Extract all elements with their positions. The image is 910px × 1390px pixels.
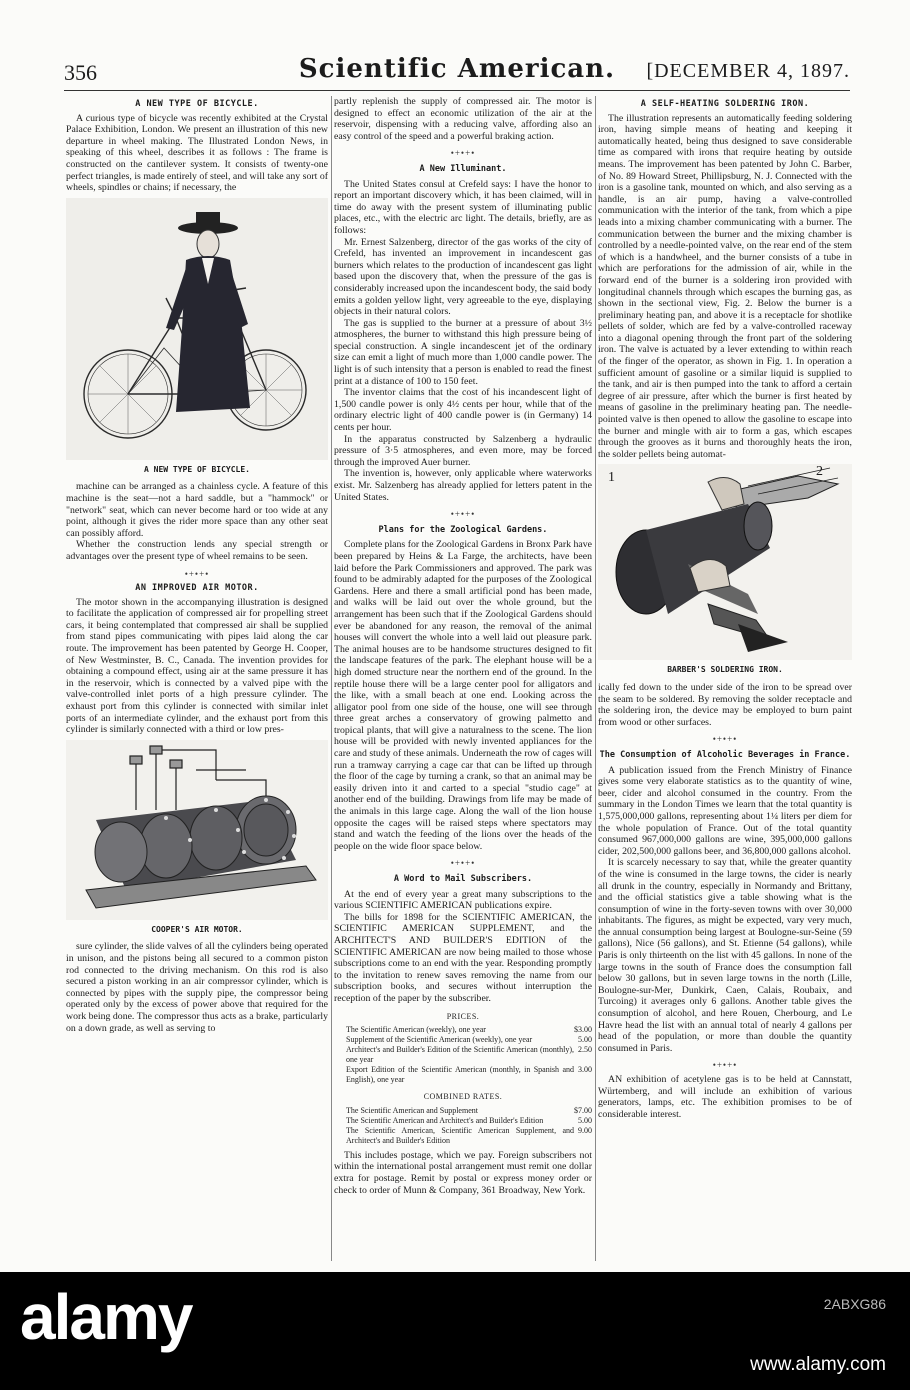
paragraph: This includes postage, which we pay. Foreign subscribers not within the international postal arrangement must remit one dollar extra for postage. Remit by postal or express money order or check to order of Munn & Company, 361 Broadway, New York. — [334, 1149, 592, 1196]
column-divider — [595, 96, 596, 1261]
article-title-zoo: Plans for the Zoological Gardens. — [378, 524, 548, 535]
article-title-illuminant: A New Illuminant. — [419, 163, 507, 174]
article-title-soldering-iron: A SELF-HEATING SOLDERING IRON. — [640, 99, 810, 109]
price-row — [334, 1126, 592, 1146]
page-number: 356 — [64, 60, 97, 85]
paragraph: sure cylinder, the slide valves of all the cylinders being operated in unison, and the pistons being all secured to a common piston rod connected to the driving mechanism. On this rod is also secured a piston working in an air compressor cylinder, which is connected by pipes with the supply pipe, the compressor being operated only by the excess of power above that required for the work being done. The compressor thus acts as a brake, particularly on a down grade, as well as serving to — [66, 941, 328, 1034]
section-ornament: •+•+• — [712, 734, 738, 745]
alamy-logo: alamy — [20, 1281, 192, 1353]
section-ornament: •+•+• — [450, 148, 476, 159]
section-ornament: •+•+• — [712, 1060, 738, 1071]
figure-caption: COOPER'S AIR MOTOR. — [151, 924, 243, 934]
article-title-air-motor: AN IMPROVED AIR MOTOR. — [135, 583, 259, 594]
paragraph: machine can be arranged as a chainless cycle. A feature of this machine is the seat—not a hard saddle, but a "hammock" or "network" seat, which can never become hard or too wide at any point, although it gives the rider more space than any other seat can possibly afford. — [66, 481, 328, 539]
price-row — [334, 1045, 592, 1065]
watermark-url: www.alamy.com — [750, 1354, 886, 1375]
price-item: Architect's and Builder's Edition of the Scientific American (monthly), one year — [346, 1045, 574, 1065]
price-item: The Scientific American and Architect's and Builder's Edition — [346, 1115, 544, 1125]
price-amount: 5.00 — [578, 1115, 592, 1125]
combined-rates-heading: COMBINED RATES. — [423, 1092, 503, 1102]
figure-label-1: 1 — [608, 470, 615, 486]
price-amount: $7.00 — [574, 1105, 592, 1115]
price-amount: $3.00 — [574, 1025, 592, 1035]
paragraph: A curious type of bicycle was recently exhibited at the Crystal Palace Exhibition, London. We present an illustration of this new departure in wheel making. The Illustrated London News, in speaking of this wheel, describes it as follows : The frame is constructed on the cantilever system. It consists of twenty-one perfect triangles, is made entirely of steel, and will take any sort of wheels, spindles or chains; if necessary, the — [66, 112, 328, 194]
prices-heading: PRICES. — [446, 1011, 480, 1021]
stock-watermark-bar — [0, 1272, 910, 1390]
article-title-mail: A Word to Mail Subscribers. — [393, 874, 533, 884]
publication-title: Scientific American. — [298, 54, 616, 84]
issue-date: [DECEMBER 4, 1897. — [646, 60, 850, 82]
paragraph: The bills for 1898 for the SCIENTIFIC AMERICAN, the SCIENTIFIC AMERICAN SUPPLEMENT, and the ARCHITECT'S AND BUILDER'S EDITION of the SCIENTIFIC AMERICAN are now being mailed to those whose subscriptions come to an end with the year. Responding promptly to the invitation to renew saves removing the name from our subscription books, and secures without interruption the reception of the paper by the subscriber. — [334, 911, 592, 1004]
prices-list — [334, 1025, 592, 1085]
section-ornament: •+•+• — [450, 858, 476, 869]
paragraph: The inventor claims that the cost of his incandescent light of 1,500 candle power is only 4½ cents per hour, while that of the ordinary electric light of 400 candle power is (in Germany) 14 cents per hour. — [334, 387, 592, 434]
paragraph: A publication issued from the French Ministry of Finance gives some very elaborate statistics as to the quantity of wine, beer, cider and alcohol consumed in the country. From the summary in the London Times we learn that the total quantity is 1,575,000,000 gallons, representing about 1¼ liters per diem for the whole population of France. Out of the total quantity consumed 967,000,000 gallons are wine, 395,000,000 gallons cider, 202,500,000 gallons beer, and 36,800,000 gallons alcohol. — [598, 764, 852, 857]
paragraph: partly replenish the supply of compressed air. The motor is designed to effect an economic utilization of the air at the reservoir, dispensing with a reducing valve, affording also an easy control of the speed and a powerful braking action. — [334, 96, 592, 142]
article-title-bicycle: A NEW TYPE OF BICYCLE. — [135, 99, 259, 109]
paragraph: ically fed down to the under side of the iron to be spread over the seam to be soldered. By removing the solder receptacle and the soldering iron, the device may be employed to burn paint from wood or other surfaces. — [598, 682, 852, 728]
figure-caption: A NEW TYPE OF BICYCLE. — [144, 464, 250, 474]
price-amount: 2.50 — [578, 1045, 592, 1055]
column-divider — [331, 96, 332, 1261]
article-title-alcohol: The Consumption of Alcoholic Beverages in France. — [599, 749, 851, 760]
paragraph: The illustration represents an automatically feeding soldering iron, having simple means of heating and keeping it automatically heated, being thus designed to save considerable time as compared with irons that require heating by outside means. The improvement has been patented by John C. Barber, of No. 89 Howard Street, Phillipsburg, N. J. Connected with the iron is a gasoline tank, mounted on which, and also serving as a handle, is an air pump, having a valve-controlled communication with the interior of the tank, from which a pipe leads into a mixing chamber communicating with a burner. The communication between the burner and the mixing chamber is controlled by a needle-pointed valve, on the rear end of the stem of which is a handwheel, and the burner consists of a tube in which are perforations for the admission of air, while in the forward end of the burner is a soldering iron provided with longitudinal channels through which escapes the burning gas, as shown in the sectional view, Fig. 2. Below the burner is a preliminary heating pan, and above it is a receptacle for shotlike pellets of solder, which are fed by a valve-controlled raceway into a diagonal opening through the front part of the soldering iron. The valve is actuated by a lever extending to within reach of the finger of the operator, as shown in Fig. 1. In operation a sufficient amount of gasoline or a similar liquid is supplied to the tank, and air is then pumped into the tank to afford a certain degree of air pressure, after which the burner is first heated by means of gasoline in the preliminary heating pan. The needle-pointed valve is then opened to allow the gasoline to escape into the burner and mingle with air to form a gas, which escapes through the grooves as it burns and thoroughly heats the iron, the solder pellets being automat- — [598, 112, 852, 460]
column-2 — [334, 96, 592, 1261]
bicycle-illustration — [66, 198, 328, 460]
price-row — [334, 1035, 592, 1045]
paragraph: Mr. Ernest Salzenberg, director of the gas works of the city of Crefeld, has invented an improvement in incandescent gas burners which relates to the production of incandescent gas light based upon the discovery that, when the pressure of the gas is considerably increased upon the incandescent body, the said body emits a golden yellow light, very agreeable to the eye, displaying objects in their natural colors. — [334, 236, 592, 318]
price-row — [334, 1025, 592, 1035]
soldering-iron-illustration — [598, 464, 852, 660]
price-item: The Scientific American, Scientific American Supplement, and Architect's and Builder's Edition — [346, 1125, 574, 1145]
price-amount: 5.00 — [578, 1035, 592, 1045]
paragraph: Complete plans for the Zoological Gardens in Bronx Park have been prepared by Heins & La Farge, the architects, have been laid before the Park Commissioners and approved. The park was found to be admirably adapted for the purposes of the Zoological Gardens. Here and there a small artificial pond has been made, and walks will be laid out over the whole ground, but the arrangement has been such that if the Zoological Gardens should ever be abandoned for any reason, the removal of the animal houses will convert the whole into a well laid out pleasure park. The animal houses are to be handsome structures designed to fit the landscape features of the park. The elephant house will be a high domed structure near the northern end of the ground. In the reptile house there will be a large center pool for alligators and the like, with a small beach at one end. Looking across the alligator pool from one side of the house, one will see through three great arches a conservatory of growing palmetto and tropical plants, that will give a naturalness to the scene. The lion house will be provided with newly invented appliances for the care and study of these animals. Underneath the row of cages will run a tramway carrying a cage car that can be lifted up through the floor of the cage by turning a crank, so that an animal may be easily driven into it and carted to a special "studio cage" at another end of the building. Drawings from life may be made of the animals in this large cage. Along the wall of the lion house opposite the cages will be raised steps where spectators may stand and watch the feeding of the lions over the heads of the people on the wide floor space below. — [334, 539, 592, 852]
section-ornament: •+•+• — [184, 568, 210, 579]
price-amount: 3.00 — [578, 1065, 592, 1075]
section-ornament: •+•+• — [450, 509, 476, 520]
paragraph: It is scarcely necessary to say that, while the greater quantity of the wine is consumed in the large towns, the cider is nearly all drunk in the country, especially in Normandy and Brittany, and the official statistics give a table showing what is the consumption of wine in the forty-seven towns with over 30,000 inhabitants. The figures, as might be expected, vary very much, the annual consumption being largest at Boulogne-sur-Seine (59 gallons), Nice (56 gallons), and St. Etienne (54 gallons), while Paris is only thirteenth on the list with 45 gallons. In none of the large towns in the south of France does the consumption fall below 30 gallons, but in seven large towns in the north (Lille, Boulogne-sur-Mer, Dunkirk, Caen, Calais, Roubaix, and Turcoing) it averages only 6 gallons. Another table gives the consumption of alcohol, and here Rouen, Cherbourg, and Le Havre head the list with an annual total of nearly 4 gallons per head of the population, or more than double the quantity consumed in Paris. — [598, 857, 852, 1054]
paragraph: The invention is, however, only applicable where waterworks exist. Mr. Salzenberg has already applied for letters patent in the United States. — [334, 468, 592, 503]
masthead-rule — [64, 90, 850, 91]
paragraph: In the apparatus constructed by Salzenberg a hydraulic pressure of 3·5 atmospheres, and even more, may be forced through the improved Auer burner. — [334, 433, 592, 468]
paragraph: At the end of every year a great many subscriptions to the various SCIENTIFIC AMERICAN publications expire. — [334, 888, 592, 912]
price-item: Export Edition of the Scientific American (monthly, in Spanish and English), one year — [346, 1065, 574, 1085]
figure-label-2: 2 — [816, 464, 823, 480]
price-row — [334, 1116, 592, 1126]
figure-caption: BARBER'S SOLDERING IRON. — [667, 665, 783, 675]
air-motor-illustration — [66, 740, 328, 920]
price-item: Supplement of the Scientific American (weekly), one year — [346, 1035, 533, 1045]
combined-rates-list — [334, 1106, 592, 1146]
paragraph: AN exhibition of acetylene gas is to be held at Cannstatt, Würtemberg, and will include an exhibition of various generators, lamps, etc. The exhibition promises to be of considerable interest. — [598, 1074, 852, 1120]
paragraph: The motor shown in the accompanying illustration is designed to facilitate the application of compressed air for propelling street cars, it being contemplated that compressed air shall be supplied from stand pipes communicating with pipes laid along the car route. The improvement has been patented by George H. Cooper, of New Westminster, B. C., Canada. The invention provides for obtaining a compound effect, using air at the same pressure it has in the reservoir, which is connected by a valved pipe with the valve-controlled inlet ports of a high pressure cylinder. The exhaust port from this cylinder is connected with similar inlet ports of an intermediate cylinder, and the exhaust port from this cylinder is similarly connected with a third or low pres- — [66, 596, 328, 736]
paragraph: Whether the construction lends any special strength or advantages over the present type of wheel remains to be seen. — [66, 539, 328, 562]
paragraph: The United States consul at Crefeld says: I have the honor to report an important discovery which, it has been claimed, will in time do away with the present system of illuminating public places, etc., with the electric arc light. The details, briefly, are as follows: — [334, 178, 592, 236]
price-row — [334, 1065, 592, 1085]
price-item: The Scientific American and Supplement — [346, 1105, 478, 1115]
column-1 — [66, 96, 328, 1261]
image-id: 2ABXG86 — [823, 1296, 886, 1312]
paragraph: The gas is supplied to the burner at a pressure of about 3½ atmospheres, the burner to withstand this high pressure being of special construction. A single incandescent jet of the ordinary size can emit a light of much more than 1,000 candle power. The light is of such intensity that a person is enabled to read the finest print at a distance of 100 to 150 feet. — [334, 317, 592, 387]
column-3 — [598, 96, 852, 1261]
price-row — [334, 1106, 592, 1116]
price-item: The Scientific American (weekly), one year — [346, 1025, 486, 1035]
price-amount: 9.00 — [578, 1125, 592, 1135]
masthead — [64, 48, 850, 88]
